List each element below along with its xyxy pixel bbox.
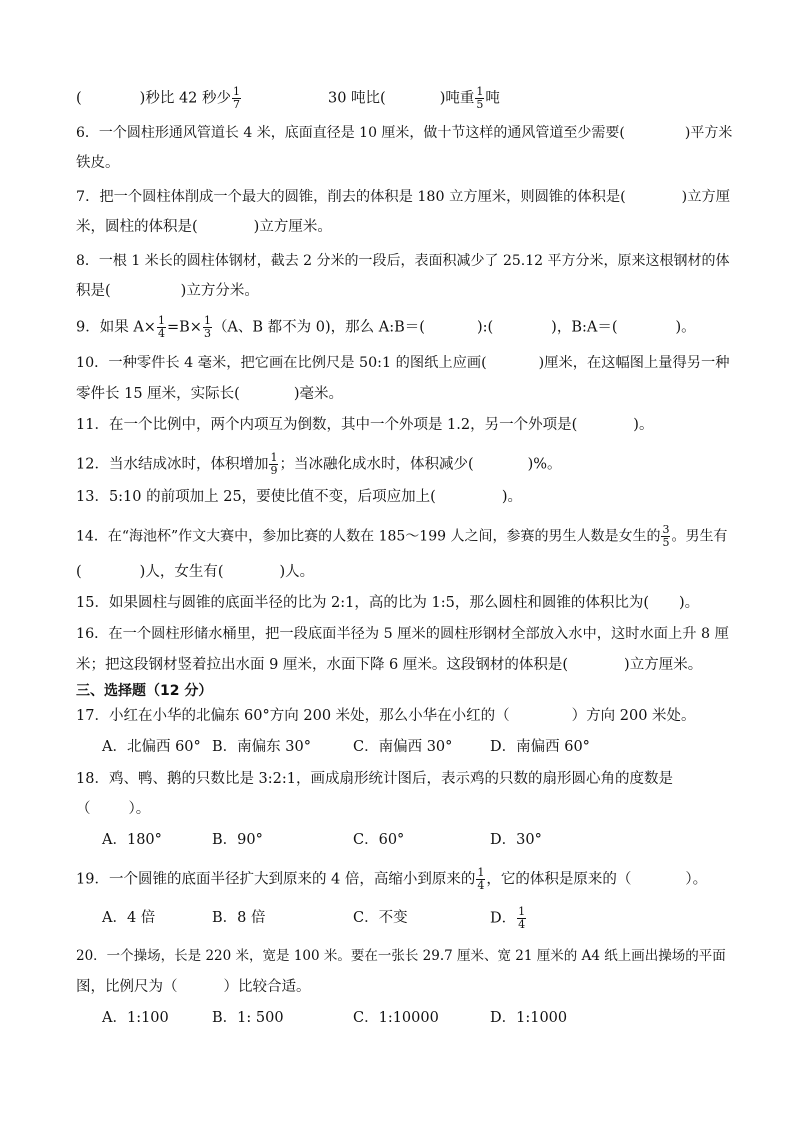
- q20-option-d: D．1:1000: [490, 1010, 568, 1026]
- question-16-line-2: 米；把这段钢材竖着拉出水面 9 厘米，水面下降 6 厘米。这段钢材的体积是( )立方厘米。: [76, 657, 703, 673]
- q17-option-d: D．南偏西 60°: [490, 739, 590, 755]
- q17-option-a: A．北偏西 60°: [102, 739, 201, 755]
- q19-option-d: D． $\frac{1}{4}$: [490, 905, 526, 931]
- text: )秒比 42 秒少: [139, 90, 231, 107]
- question-11-line: 11．在一个比例中，两个内项互为倒数，其中一个外项是 1.2，另一个外项是( )。: [76, 417, 654, 433]
- fraction: $\frac{1}{7}$: [233, 85, 240, 111]
- q19-option-b: B．8 倍: [212, 910, 266, 926]
- question-19-line: 19．一个圆锥的底面半径扩大到原来的 4 倍，高缩小到原来的 $\frac{1}{4}$ ，它的体积是原来的（ ）。: [76, 866, 708, 892]
- question-7-line-2: 米，圆柱的体积是( )立方厘米。: [76, 219, 332, 235]
- section-heading: 三、选择题（12 分）: [76, 683, 213, 699]
- question-20-line-2: 图，比例尺为（ ）比较合适。: [76, 979, 311, 995]
- q18-option-b: B．90°: [212, 832, 263, 848]
- q20-option-b: B．1: 500: [212, 1010, 284, 1026]
- question-17-stem: 17．小红在小华的北偏东 60°方向 200 米处，那么小华在小红的（ ）方向 200 米处。: [76, 708, 696, 724]
- question-15-line: 15．如果圆柱与圆锥的底面半径的比为 2:1，高的比为 1:5，那么圆柱和圆锥的体积比为( )。: [76, 595, 700, 611]
- q17-option-c: C．南偏西 30°: [353, 739, 453, 755]
- question-14-line-1: 14．在“海池杯”作文大赛中，参加比赛的人数在 185～199 人之间，参赛的男生人数是女生的 $\frac{3}{5}$ 。男生有: [76, 523, 728, 549]
- question-14-line-2: ( )人，女生有( )人。: [76, 564, 315, 580]
- text: 30 吨比(: [328, 90, 386, 107]
- q17-option-b: B．南偏东 30°: [212, 739, 311, 755]
- question-18-line-2: （ ）。: [76, 801, 151, 817]
- question-20-line-1: 20．一个操场，长是 220 米，宽是 100 米。要在一张长 29.7 厘米、宽 21 厘米的 A4 纸上画出操场的平面: [76, 948, 726, 964]
- q18-option-d: D．30°: [490, 832, 542, 848]
- question-9-line: 9．如果 A× $\frac{1}{4}$ =B× $\frac{1}{3}$ （A、B 都不为 0)，那么 A:B＝( ):( )，B:A＝( )。: [76, 314, 696, 340]
- question-8-line-1: 8．一根 1 米长的圆柱体钢材，截去 2 分米的一段后，表面积减少了 25.12 平方分米，原来这根钢材的体: [76, 253, 730, 269]
- q20-option-c: C．1:10000: [353, 1010, 439, 1026]
- q18-option-c: C．60°: [353, 832, 405, 848]
- question-12-line: 12．当水结成冰时，体积增加 $\frac{1}{9}$ ；当冰融化成水时，体积减少( )%。: [76, 451, 562, 477]
- q5-tail-line: [76, 86, 500, 111]
- question-16-line-1: 16．在一个圆柱形储水桶里，把一段底面半径为 5 厘米的圆柱形钢材全部放入水中，这时水面上升 8 厘: [76, 626, 729, 642]
- question-6-line-2: 铁皮。: [76, 155, 120, 171]
- fraction: $\frac{1}{5}$: [476, 85, 484, 111]
- q19-option-a: A．4 倍: [102, 910, 156, 926]
- question-18-line-1: 18．鸡、鸭、鹅的只数比是 3:2:1，画成扇形统计图后，表示鸡的只数的扇形圆心角的度数是: [76, 771, 674, 787]
- text: 吨: [485, 90, 500, 107]
- q18-option-a: A．180°: [102, 832, 162, 848]
- q20-option-a: A．1:100: [102, 1010, 169, 1026]
- question-10-line-1: 10．一种零件长 4 毫米，把它画在比例尺是 50:1 的图纸上应画( )厘米，在这幅图上量得另一种: [76, 355, 730, 371]
- question-6-line-1: 6．一个圆柱形通风管道长 4 米，底面直径是 10 厘米，做十节这样的通风管道至少需要( )平方米: [76, 125, 733, 141]
- text: )吨重: [439, 90, 475, 107]
- question-7-line-1: 7．把一个圆柱体削成一个最大的圆锥，削去的体积是 180 立方厘米，则圆锥的体积是( )立方厘: [76, 189, 730, 205]
- question-8-line-2: 积是( )立方分米。: [76, 283, 259, 299]
- q19-option-c: C．不变: [353, 910, 408, 926]
- question-13-line: 13．5:10 的前项加上 25，要使比值不变，后项应加上( )。: [76, 489, 523, 505]
- question-10-line-2: 零件长 15 厘米，实际长( )毫米。: [76, 386, 343, 402]
- text: (: [76, 90, 82, 107]
